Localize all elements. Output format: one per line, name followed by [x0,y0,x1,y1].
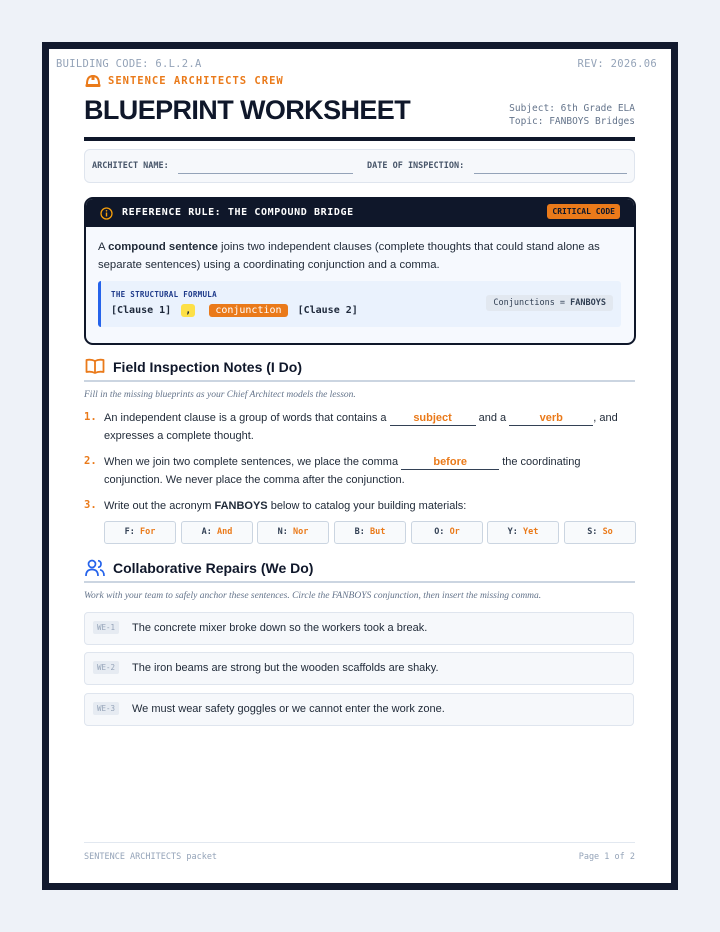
item-text: expresses a complete thought. [104,429,254,442]
crew-label: SENTENCE ARCHITECTS CREW [108,75,284,87]
fanboys-word: Or [449,527,460,537]
structural-formula [98,281,621,327]
fanboys-letter: Y: [507,527,518,537]
wedo-item-1[interactable] [84,612,634,645]
reference-title: REFERENCE RULE: THE COMPOUND BRIDGE [122,207,354,218]
fanboys-box-a[interactable] [181,521,253,544]
item-text: An independent clause is a group of words that contains a [104,412,390,424]
clause-1: [Clause 1] [111,305,172,316]
wedo-heading: Collaborative Repairs (We Do) [113,560,314,576]
reference-text [98,238,618,274]
architect-name-label: ARCHITECT NAME: [92,161,169,171]
title-rule [84,137,635,141]
wedo-item-3[interactable] [84,693,634,726]
blank-before[interactable]: before [401,455,499,470]
wedo-hint: Work with your team to safely anchor these sentences. Circle the FANBOYS conjunction, then insert the missing comma. [84,591,542,601]
item-text: and a [475,412,510,424]
wedo-rule [84,581,635,583]
formula-comma: , [181,304,195,317]
revision: REV: 2026.06 [577,58,657,70]
ido-heading: Field Inspection Notes (I Do) [113,359,303,375]
page-number: Page 1 of 2 [578,852,635,862]
worksheet-page [49,49,671,883]
info-bar [84,149,635,183]
fanboys-letter: A: [201,527,212,537]
blank-verb[interactable]: verb [509,411,593,426]
wedo-tag: WE-3 [93,702,119,715]
fanboys-letter: B: [354,527,365,537]
info-icon [100,207,113,220]
fanboys-term: FANBOYS [214,500,268,512]
fanboys-word: But [370,527,386,537]
critical-code-badge: CRITICAL CODE [547,204,620,219]
architect-name-field[interactable] [178,173,353,174]
item-text: , and [593,412,618,424]
hard-hat-icon [85,74,101,88]
reference-header [86,199,634,227]
ido-hint: Fill in the missing blueprints as your Chief Architect models the lesson. [84,390,356,400]
fanboys-letter: O: [434,527,445,537]
page-frame [42,42,678,890]
fanboys-letter: N: [277,527,288,537]
inspection-date-label: DATE OF INSPECTION: [367,161,465,171]
inspection-date-field[interactable] [474,173,627,174]
item-text: below to catalog your building materials: [267,500,467,512]
topic-meta: Topic: FANBOYS Bridges [509,116,635,127]
subject-meta: Subject: 6th Grade ELA [509,103,635,114]
fanboys-letter: F: [124,527,135,537]
reference-text-post: joins two independent clauses (complete thoughts that could stand alone as separate sentences) using a coordinating conjunction and a comma. [98,241,600,271]
ido-item-2 [104,454,634,489]
fanboys-word: Nor [293,527,309,537]
wedo-item-2[interactable] [84,652,634,685]
fanboys-box-o[interactable] [411,521,483,544]
formula-line [111,304,358,317]
item-number: 2. [84,455,97,467]
fanboys-word: For [140,527,156,537]
wedo-tag: WE-1 [93,621,119,634]
users-icon [85,559,105,577]
wedo-tag: WE-2 [93,661,119,674]
ido-rule [84,380,635,382]
blank-subject[interactable]: subject [390,411,476,426]
book-icon [85,358,105,375]
item-number: 3. [84,499,97,511]
footer-left: SENTENCE ARCHITECTS packet [84,852,218,862]
page-title: BLUEPRINT WORKSHEET [84,95,411,125]
reference-rule-box [84,197,636,345]
conjunctions-tag-label: Conjunctions = [493,298,571,308]
item-text: Write out the acronym [104,500,215,512]
ido-item-1 [104,410,634,445]
ido-item-3 [104,498,634,516]
conjunctions-tag [486,295,613,311]
formula-conjunction: conjunction [209,304,287,317]
item-text: the coordinating [499,456,581,468]
fanboys-word: So [602,527,613,537]
fanboys-box-s[interactable] [564,521,636,544]
formula-title: THE STRUCTURAL FORMULA [111,290,217,299]
fanboys-word: And [217,527,233,537]
fanboys-box-f[interactable] [104,521,176,544]
item-text: conjunction. We never place the comma after the conjunction. [104,473,405,486]
fanboys-box-y[interactable] [487,521,559,544]
fanboys-box-b[interactable] [334,521,406,544]
fanboys-word: Yet [523,527,539,537]
clause-2: [Clause 2] [297,305,358,316]
fanboys-box-n[interactable] [257,521,329,544]
wedo-sentence: The iron beams are strong but the wooden scaffolds are shaky. [132,662,439,674]
conjunctions-tag-value: FANBOYS [570,298,606,308]
wedo-sentence: The concrete mixer broke down so the workers took a break. [132,622,428,634]
footer-rule [84,842,635,843]
fanboys-letter: S: [587,527,598,537]
item-number: 1. [84,411,97,423]
item-text: When we join two complete sentences, we place the comma [104,456,402,468]
wedo-sentence: We must wear safety goggles or we cannot enter the work zone. [132,703,445,715]
reference-key-term: compound sentence [108,241,218,253]
reference-text-pre: A [98,241,109,253]
building-code: BUILDING CODE: 6.L.2.A [56,58,202,70]
